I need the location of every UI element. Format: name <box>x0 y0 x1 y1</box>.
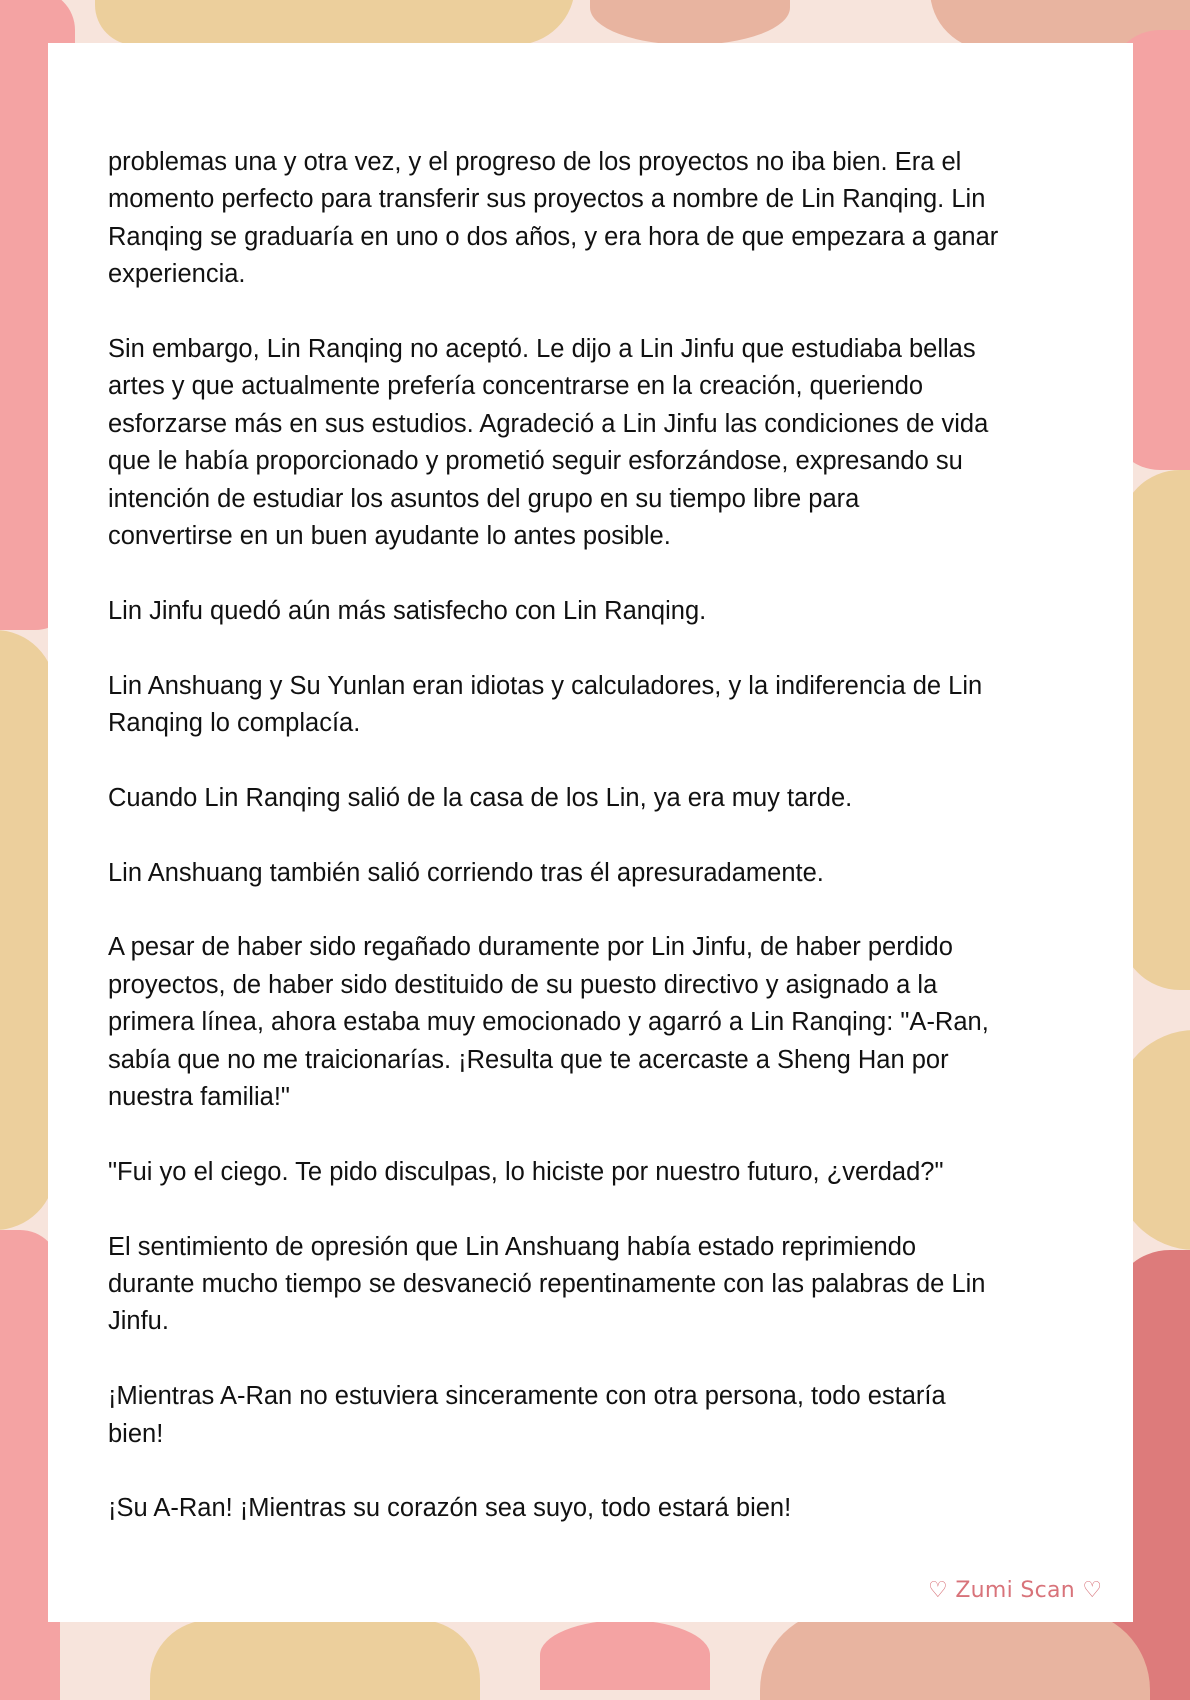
text-line: Ranqing lo complacía. <box>108 709 361 738</box>
text-line: experiencia. <box>108 260 246 289</box>
text-line: artes y que actualmente prefería concentrarse en la creación, queriendo <box>108 372 924 401</box>
text-line: Sin embargo, Lin Ranqing no aceptó. Le dijo a Lin Jinfu que estudiaba bellas <box>108 335 976 364</box>
paragraph <box>108 929 1098 1116</box>
paragraph <box>108 668 1098 743</box>
decor-blob <box>760 1610 1150 1700</box>
paragraph <box>108 331 1098 555</box>
paragraph <box>108 593 1098 630</box>
text-line: Cuando Lin Ranqing salió de la casa de los Lin, ya era muy tarde. <box>108 783 853 812</box>
text-line: bien! <box>108 1419 164 1448</box>
text-line: A pesar de haber sido regañado duramente por Lin Jinfu, de haber perdido <box>108 933 953 962</box>
paragraph <box>108 1229 1098 1341</box>
decor-blob <box>0 630 55 1230</box>
paragraph <box>108 1490 1098 1527</box>
text-line: durante mucho tiempo se desvaneció repentinamente con las palabras de Lin <box>108 1270 986 1299</box>
paragraph <box>108 1154 1098 1191</box>
text-line: Ranqing se graduaría en uno o dos años, y era hora de que empezara a ganar <box>108 222 999 251</box>
text-line: Lin Jinfu quedó aún más satisfecho con Lin Ranqing. <box>108 596 707 625</box>
text-line: sabía que no me traicionarías. ¡Resulta que te acercaste a Sheng Han por <box>108 1045 949 1074</box>
paragraph <box>108 1378 1098 1453</box>
text-line: Lin Anshuang también salió corriendo tras él apresuradamente. <box>108 858 824 887</box>
text-line: esforzarse más en sus estudios. Agradeció a Lin Jinfu las condiciones de vida <box>108 409 989 438</box>
paragraph <box>108 855 1098 892</box>
text-line: ¡Mientras A-Ran no estuviera sinceramente con otra persona, todo estaría <box>108 1382 946 1411</box>
text-line: "Fui yo el ciego. Te pido disculpas, lo hiciste por nuestro futuro, ¿verdad?" <box>108 1157 944 1186</box>
text-line: que le había proporcionado y prometió seguir esforzándose, expresando su <box>108 447 963 476</box>
paragraph <box>108 780 1098 817</box>
text-line: ¡Su A-Ran! ¡Mientras su corazón sea suyo, todo estará bien! <box>108 1494 792 1523</box>
text-line: proyectos, de haber sido destituido de su puesto directivo y asignado a la <box>108 970 938 999</box>
text-line: primera línea, ahora estaba muy emocionado y agarró a Lin Ranqing: "A-Ran, <box>108 1008 989 1037</box>
decor-blob <box>540 1620 710 1690</box>
text-line: El sentimiento de opresión que Lin Anshuang había estado reprimiendo <box>108 1232 917 1261</box>
text-line: momento perfecto para transferir sus proyectos a nombre de Lin Ranqing. Lin <box>108 185 986 214</box>
text-line: convertirse en un buen ayudante lo antes posible. <box>108 522 671 551</box>
decor-blob <box>150 1620 480 1700</box>
text-line: intención de estudiar los asuntos del grupo en su tiempo libre para <box>108 484 860 513</box>
text-line: problemas una y otra vez, y el progreso de los proyectos no iba bien. Era el <box>108 148 962 176</box>
decor-blob <box>590 0 790 45</box>
text-line: nuestra familia!" <box>108 1083 290 1112</box>
text-line: Jinfu. <box>108 1307 169 1336</box>
paragraph <box>108 144 1098 294</box>
decor-blob <box>95 0 575 45</box>
document-body <box>108 144 1098 1565</box>
text-line: Lin Anshuang y Su Yunlan eran idiotas y calculadores, y la indiferencia de Lin <box>108 671 983 700</box>
watermark: ♡ Zumi Scan ♡ <box>928 1578 1103 1603</box>
